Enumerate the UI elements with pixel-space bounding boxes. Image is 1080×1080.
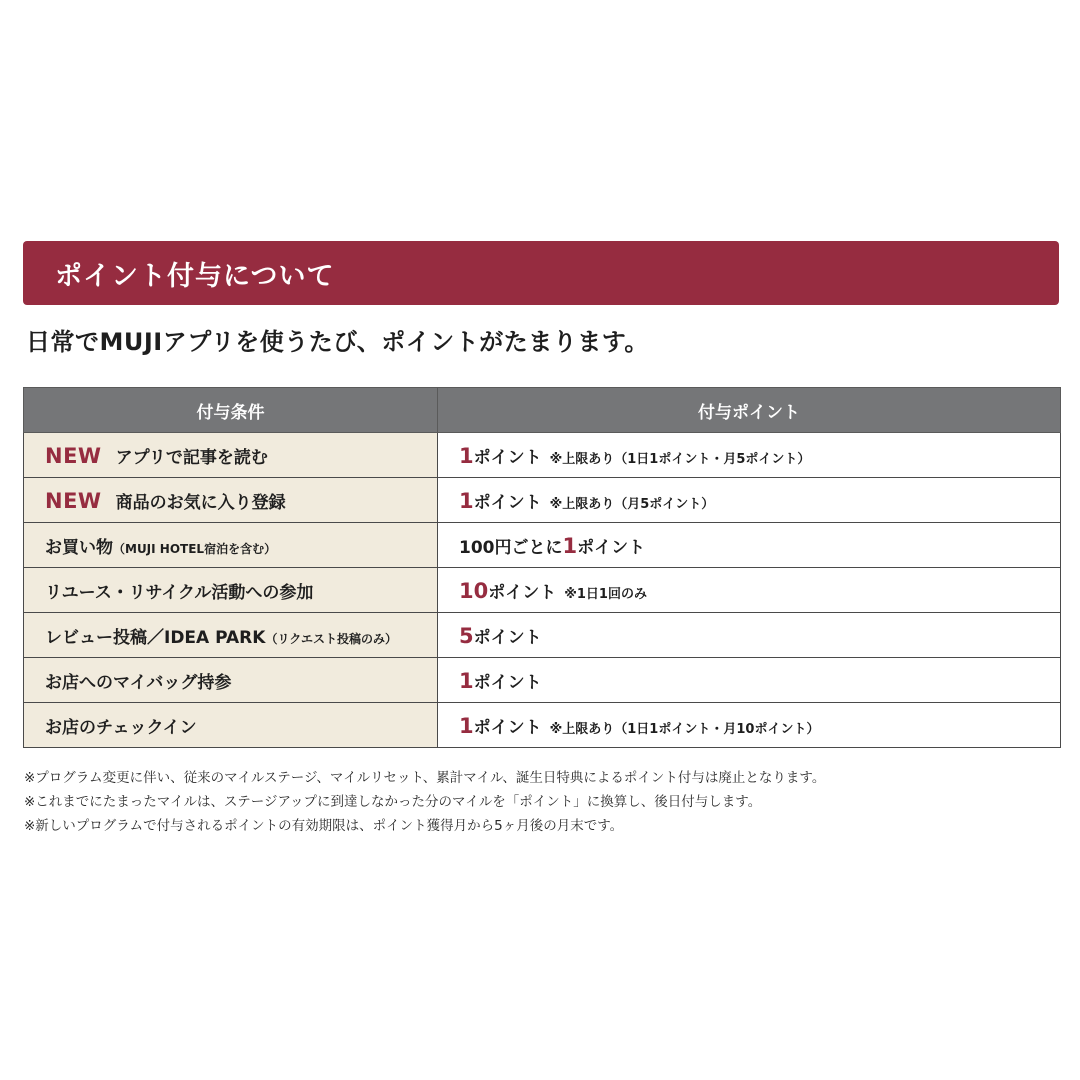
page-subtitle: 日常でMUJIアプリを使うたび、ポイントがたまります。	[26, 328, 649, 356]
table-row	[24, 433, 1061, 478]
points-prefix: 100円ごとに	[459, 537, 563, 558]
footnotes	[24, 766, 825, 838]
table-row	[24, 523, 1061, 568]
points-cell	[438, 523, 1061, 568]
condition-note: （リクエスト投稿のみ）	[265, 631, 397, 646]
condition-cell	[24, 523, 438, 568]
header-points: 付与ポイント	[438, 388, 1061, 433]
section-banner	[23, 241, 1059, 305]
points-unit: ポイント	[473, 717, 542, 738]
header-condition: 付与条件	[24, 388, 438, 433]
condition-cell	[24, 613, 438, 658]
table-row	[24, 478, 1061, 523]
points-number: 1	[459, 443, 474, 468]
points-number: 1	[459, 668, 474, 693]
points-cell	[438, 478, 1061, 523]
condition-cell	[24, 568, 438, 613]
points-cell	[438, 613, 1061, 658]
condition-text: お買い物	[45, 537, 113, 558]
points-unit: ポイント	[473, 627, 542, 648]
condition-cell	[24, 658, 438, 703]
condition-text: お店へのマイバッグ持参	[45, 672, 232, 693]
condition-text: レビュー投稿／IDEA PARK	[45, 627, 266, 648]
table-row	[24, 658, 1061, 703]
new-badge: NEW	[45, 488, 102, 513]
points-number: 10	[459, 578, 489, 603]
table-header-row	[24, 388, 1061, 433]
points-number: 5	[459, 623, 474, 648]
condition-text: 商品のお気に入り登録	[115, 492, 286, 513]
points-unit: ポイント	[473, 447, 542, 468]
condition-cell	[24, 478, 438, 523]
new-badge: NEW	[45, 443, 102, 468]
points-unit: ポイント	[473, 492, 542, 513]
condition-note: （MUJI HOTEL宿泊を含む）	[113, 541, 277, 556]
points-note: ※1日1回のみ	[564, 586, 647, 602]
footnote: ※プログラム変更に伴い、従来のマイルステージ、マイルリセット、累計マイル、誕生日特典によるポイント付与は廃止となります。	[24, 770, 826, 786]
points-unit: ポイント	[488, 582, 557, 603]
points-number: 1	[562, 533, 578, 558]
table-row	[24, 703, 1061, 748]
points-cell	[438, 568, 1061, 613]
footnote: ※これまでにたまったマイルは、ステージアップに到達しなかった分のマイルを「ポイント」に換算し、後日付与します。	[24, 794, 762, 810]
points-unit: ポイント	[473, 672, 542, 693]
points-note: ※上限あり（月5ポイント）	[549, 496, 715, 512]
points-table	[23, 387, 1061, 748]
condition-cell	[24, 433, 438, 478]
points-cell	[438, 658, 1061, 703]
condition-text: アプリで記事を読む	[115, 447, 268, 468]
condition-text: リユース・リサイクル活動への参加	[45, 582, 314, 603]
condition-cell	[24, 703, 438, 748]
condition-text: お店のチェックイン	[45, 717, 197, 738]
points-note: ※上限あり（1日1ポイント・月10ポイント）	[549, 721, 820, 737]
points-unit: ポイント	[577, 537, 646, 558]
points-number: 1	[459, 488, 474, 513]
table-row	[24, 568, 1061, 613]
table-row	[24, 613, 1061, 658]
points-cell	[438, 703, 1061, 748]
points-cell	[438, 433, 1061, 478]
footnote: ※新しいプログラムで付与されるポイントの有効期限は、ポイント獲得月から5ヶ月後の月末です。	[24, 818, 624, 834]
points-number: 1	[459, 713, 474, 738]
points-note: ※上限あり（1日1ポイント・月5ポイント）	[549, 451, 811, 467]
banner-title: ポイント付与について	[55, 260, 335, 292]
